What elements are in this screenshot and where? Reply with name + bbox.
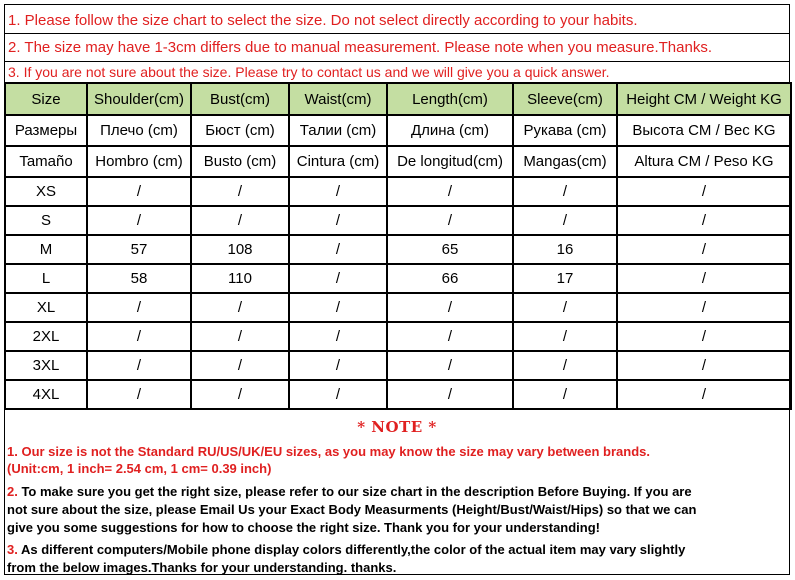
table-cell: Рукава (cm) xyxy=(513,115,617,146)
table-cell: / xyxy=(513,177,617,206)
table-cell: / xyxy=(387,293,513,322)
table-cell: 66 xyxy=(387,264,513,293)
table-cell: / xyxy=(617,206,791,235)
header-cell-shoulder: Shoulder(cm) xyxy=(87,83,191,115)
note-2-text: To make sure you get the right size, please refer to our size chart in the description Before Buying. If you are xyxy=(17,484,692,499)
table-cell: De longitud(cm) xyxy=(387,146,513,177)
note-2-number: 2. xyxy=(7,484,18,499)
table-cell: / xyxy=(87,380,191,409)
table-cell: / xyxy=(617,351,791,380)
table-cell: / xyxy=(289,206,387,235)
table-cell: / xyxy=(87,177,191,206)
note-3-text: As different computers/Mobile phone display colors differently,the color of the actual item may vary slightly xyxy=(17,542,686,557)
table-cell: Длина (cm) xyxy=(387,115,513,146)
table-cell: / xyxy=(191,380,289,409)
notice-3: 3. If you are not sure about the size. Please try to contact us and we will give you a quick answer. xyxy=(8,64,610,80)
table-cell: / xyxy=(289,322,387,351)
table-cell: Талии (cm) xyxy=(289,115,387,146)
table-row xyxy=(5,351,791,380)
table-cell: Бюст (cm) xyxy=(191,115,289,146)
russian-header-row xyxy=(5,115,791,146)
table-cell: / xyxy=(617,322,791,351)
note-3-number: 3. xyxy=(7,542,18,557)
table-cell: 2XL xyxy=(5,322,87,351)
table-cell: XS xyxy=(5,177,87,206)
table-cell: / xyxy=(387,380,513,409)
table-cell: Плечо (cm) xyxy=(87,115,191,146)
table-cell: / xyxy=(191,177,289,206)
note-3-line-2: from the below images.Thanks for your understanding. thanks. xyxy=(7,560,397,575)
table-cell: 57 xyxy=(87,235,191,264)
table-cell: Высота CM / Вес KG xyxy=(617,115,791,146)
table-cell: / xyxy=(617,293,791,322)
note-title: * NOTE * xyxy=(357,418,437,436)
header-cell-sleeve: Sleeve(cm) xyxy=(513,83,617,115)
table-cell: / xyxy=(289,235,387,264)
table-cell: / xyxy=(191,351,289,380)
table-cell: / xyxy=(289,351,387,380)
header-row xyxy=(5,83,791,115)
table-cell: 58 xyxy=(87,264,191,293)
table-row xyxy=(5,235,791,264)
table-cell: / xyxy=(513,322,617,351)
table-cell: 17 xyxy=(513,264,617,293)
table-cell: Busto (cm) xyxy=(191,146,289,177)
header-cell-waist: Waist(cm) xyxy=(289,83,387,115)
table-cell: / xyxy=(87,322,191,351)
table-cell: Hombro (cm) xyxy=(87,146,191,177)
note-2-line-2: not sure about the size, please Email Us your Exact Body Measurments (Height/Bust/Waist/Hips) so that we can xyxy=(7,502,697,517)
table-cell: / xyxy=(387,206,513,235)
table-cell: M xyxy=(5,235,87,264)
note-1-unit: (Unit:cm, 1 inch= 2.54 cm, 1 cm= 0.39 inch) xyxy=(7,461,272,476)
table-cell: / xyxy=(289,264,387,293)
table-cell: / xyxy=(289,293,387,322)
table-cell: / xyxy=(289,177,387,206)
table-cell: 65 xyxy=(387,235,513,264)
table-cell: / xyxy=(87,206,191,235)
table-cell: Cintura (cm) xyxy=(289,146,387,177)
table-cell: XL xyxy=(5,293,87,322)
table-cell: / xyxy=(617,380,791,409)
table-cell: / xyxy=(513,380,617,409)
table-cell: / xyxy=(387,351,513,380)
table-cell: 108 xyxy=(191,235,289,264)
table-cell: / xyxy=(87,351,191,380)
table-row xyxy=(5,264,791,293)
table-cell: 4XL xyxy=(5,380,87,409)
table-cell: L xyxy=(5,264,87,293)
table-cell: / xyxy=(87,293,191,322)
table-cell: / xyxy=(191,206,289,235)
notice-2: 2. The size may have 1-3cm differs due to manual measurement. Please note when you measure.Thanks. xyxy=(4,34,790,62)
table-cell: / xyxy=(617,177,791,206)
table-row xyxy=(5,322,791,351)
table-row xyxy=(5,206,791,235)
note-1-line-1: 1. Our size is not the Standard RU/US/UK/EU sizes, as you may know the size may vary between brands. xyxy=(7,444,650,459)
table-cell: Размеры xyxy=(5,115,87,146)
table-cell: S xyxy=(5,206,87,235)
table-cell: Mangas(cm) xyxy=(513,146,617,177)
table-cell: 3XL xyxy=(5,351,87,380)
header-cell-length: Length(cm) xyxy=(387,83,513,115)
spanish-header-row xyxy=(5,146,791,177)
table-cell: / xyxy=(513,206,617,235)
table-row xyxy=(5,293,791,322)
table-cell: / xyxy=(191,322,289,351)
table-cell: / xyxy=(387,177,513,206)
table-cell: 16 xyxy=(513,235,617,264)
table-row xyxy=(5,380,791,409)
table-cell: / xyxy=(191,293,289,322)
table-cell: / xyxy=(289,380,387,409)
header-cell-height-weight: Height CM / Weight KG xyxy=(617,83,791,115)
note-section xyxy=(4,412,790,575)
table-cell: Altura CM / Peso KG xyxy=(617,146,791,177)
notice-1: 1. Please follow the size chart to select the size. Do not select directly according to your habits. xyxy=(4,8,790,34)
header-cell-bust: Bust(cm) xyxy=(191,83,289,115)
table-cell: / xyxy=(387,322,513,351)
size-chart-table xyxy=(4,82,792,410)
table-cell: / xyxy=(513,351,617,380)
table-cell: / xyxy=(617,235,791,264)
note-2-line-1 xyxy=(7,482,787,501)
table-cell: / xyxy=(513,293,617,322)
table-cell: / xyxy=(617,264,791,293)
note-3-line-1 xyxy=(7,540,787,559)
note-2-line-3: give you some suggestions for how to choose the right size. Thank you for your understanding! xyxy=(7,520,600,535)
header-cell-size: Size xyxy=(5,83,87,115)
table-cell: Tamaño xyxy=(5,146,87,177)
table-cell: 110 xyxy=(191,264,289,293)
table-row xyxy=(5,177,791,206)
